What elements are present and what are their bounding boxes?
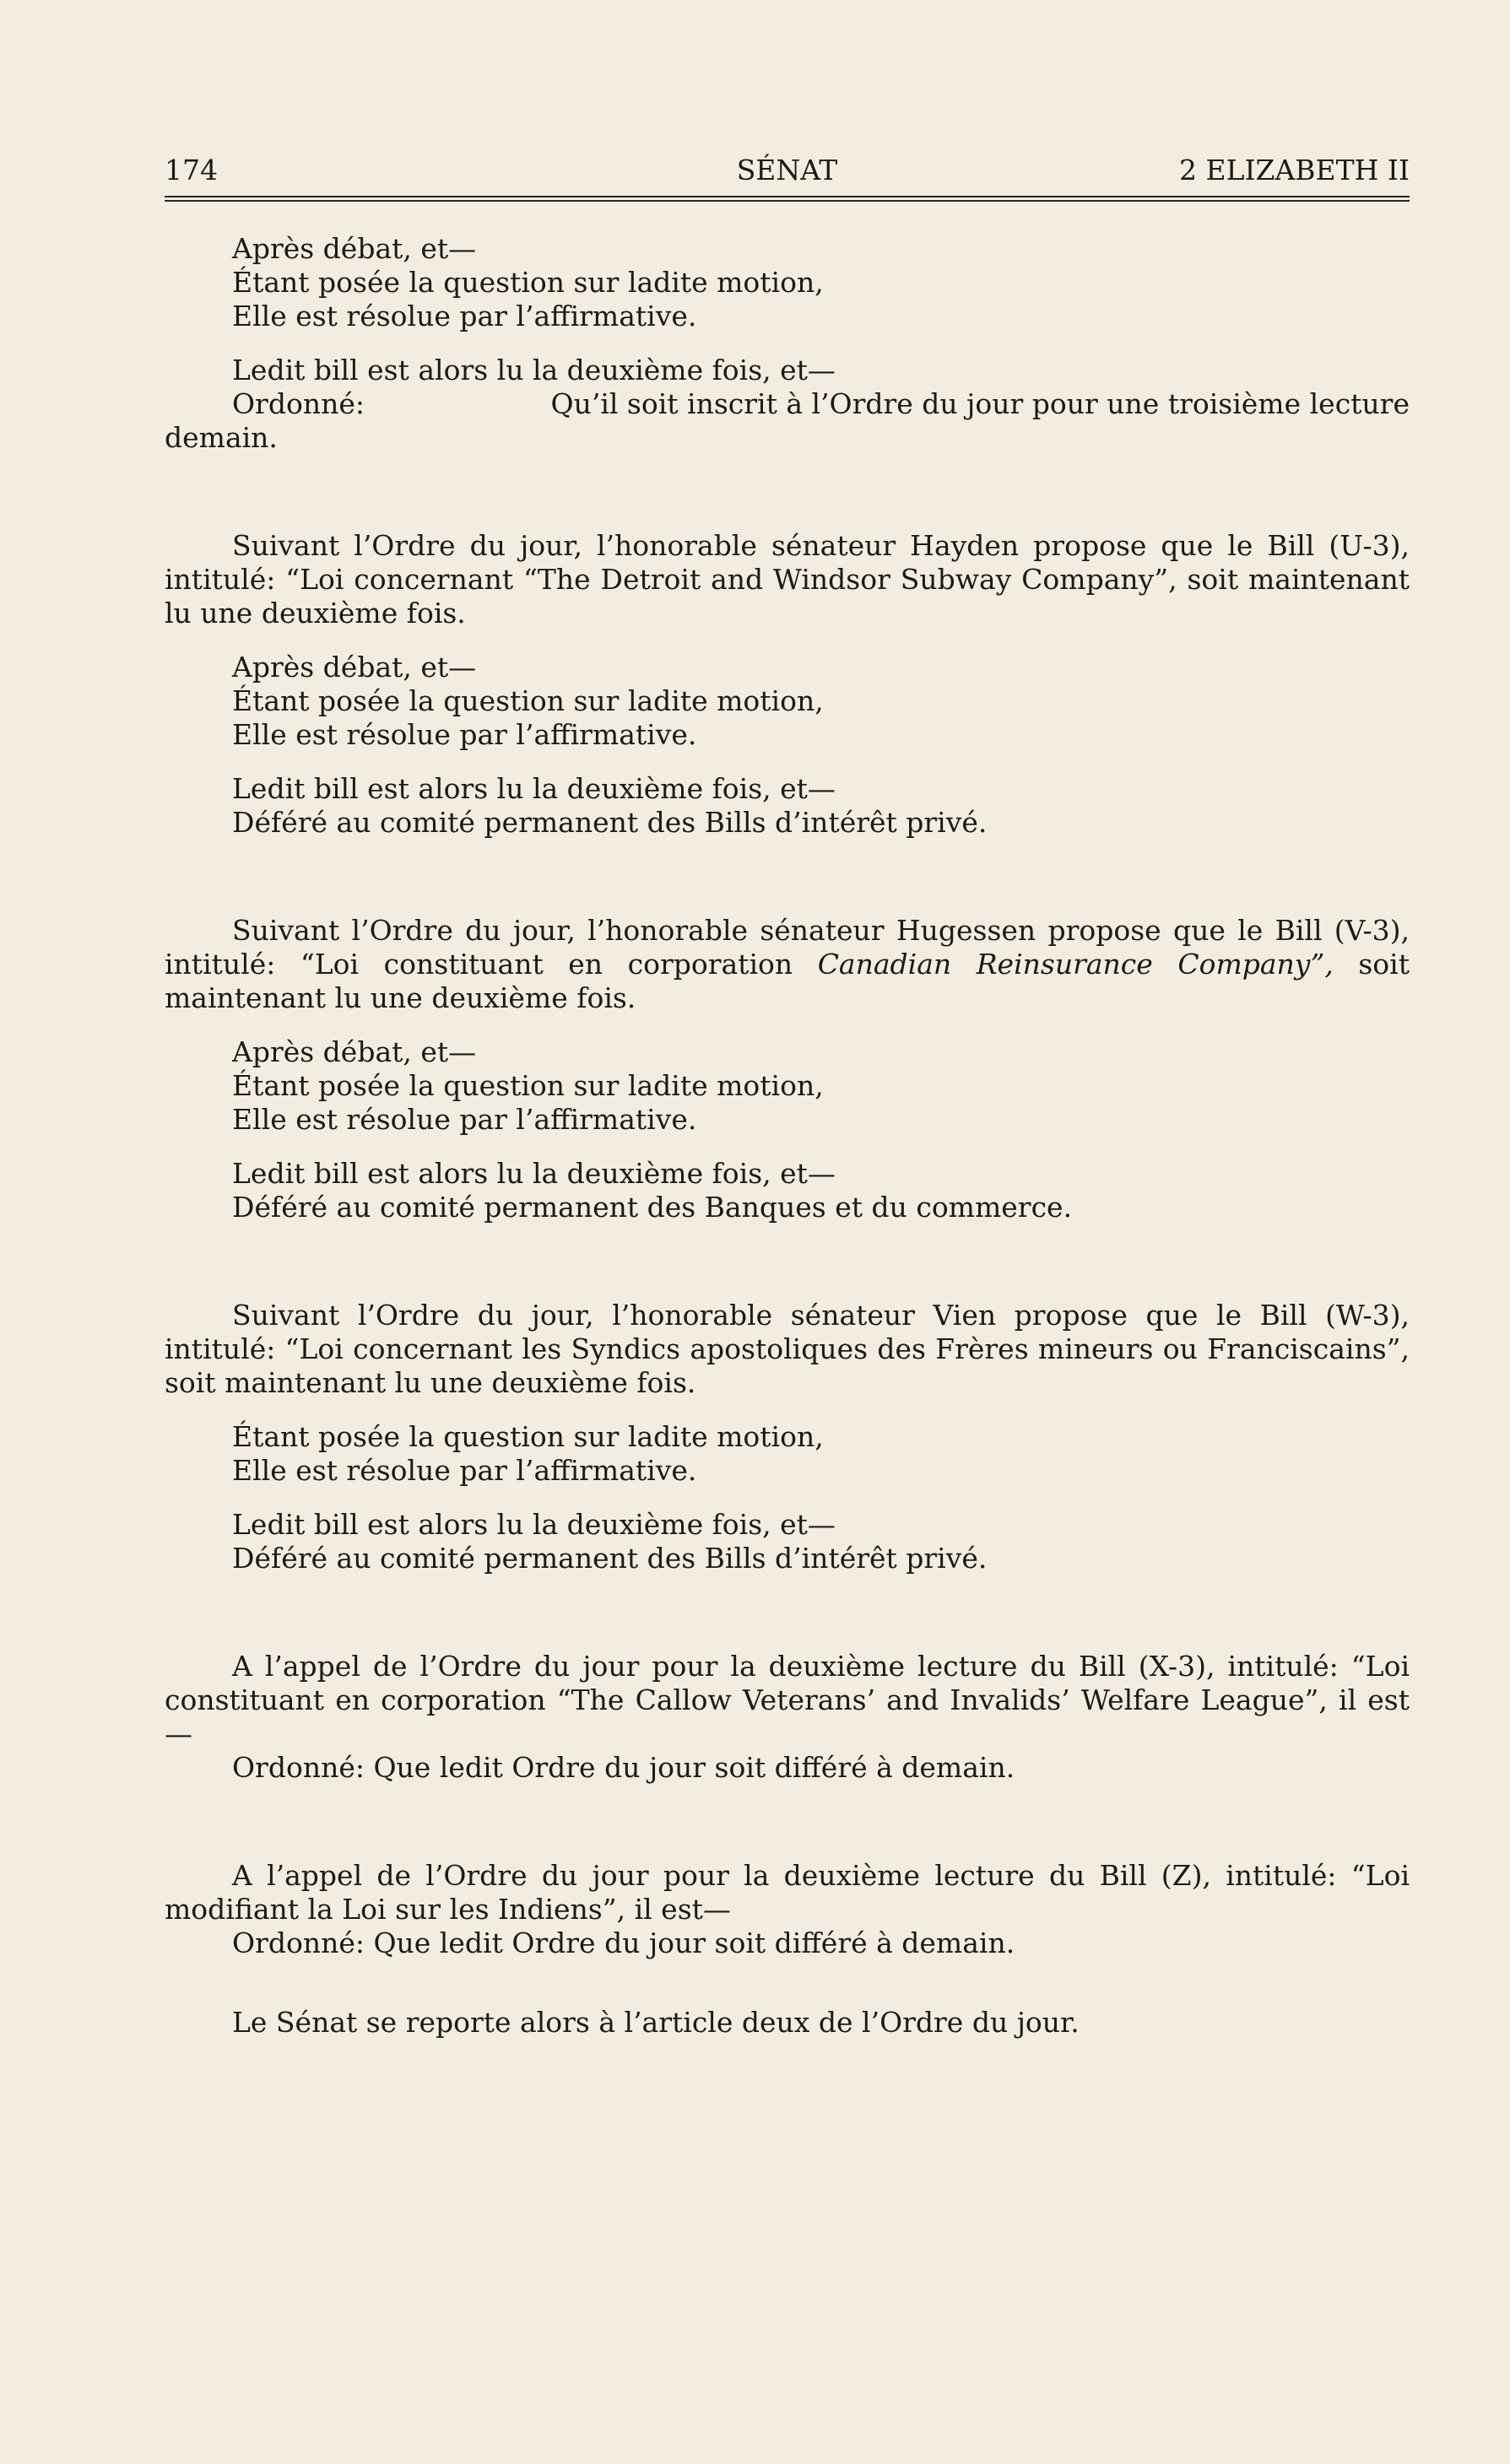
text-line: Déféré au comité permanent des Bills d’intérêt privé. xyxy=(232,806,988,839)
text-line: Ledit bill est alors lu la deuxième fois, et— xyxy=(232,1157,836,1190)
text-line: demain. xyxy=(165,421,278,454)
text-line: Ledit bill est alors lu la deuxième fois, et— xyxy=(232,1508,836,1541)
text-line: Après débat, et— xyxy=(232,232,477,265)
ordered-line xyxy=(165,1751,1410,1785)
ordered-label: Ordonné: xyxy=(232,387,365,420)
header-session: 2 ELIZABETH II xyxy=(1179,154,1410,186)
journal-body xyxy=(165,232,1410,2040)
ordered-text: Que ledit Ordre du jour soit différé à demain. xyxy=(373,1751,1015,1784)
ordered-text: Que ledit Ordre du jour soit différé à demain. xyxy=(373,1926,1015,1959)
motion-text: soit maintenant lu une deuxième fois. xyxy=(165,948,1410,1014)
ordered-label: Ordonné: xyxy=(232,1751,365,1784)
motion-paragraph: A l’appel de l’Ordre du jour pour la deuxième lecture du Bill (X-3), intitulé: “Loi constituant en corporation “The Callow Veterans’ and Invalids’ Welfare League”, il est— xyxy=(165,1650,1410,1750)
page-number: 174 xyxy=(165,154,218,186)
ordered-line xyxy=(165,387,1410,421)
motion-paragraph: Suivant l’Ordre du jour, l’honorable sénateur Vien propose que le Bill (W-3), intitulé: “Loi concernant les Syndics apostoliques des Frères mineurs ou Franciscains”, soit maintenant lu une deuxième fois. xyxy=(165,1299,1410,1399)
ordered-line xyxy=(165,1926,1410,1960)
text-line: Après débat, et— xyxy=(232,1035,477,1068)
text-line: Étant posée la question sur ladite motion, xyxy=(232,266,824,299)
motion-text: Suivant l’Ordre du jour, l’honorable sénateur Hugessen propose que le Bill (V-3), intitulé: “Loi constituant en corporation xyxy=(165,914,1410,981)
text-line: Déféré au comité permanent des Bills d’intérêt privé. xyxy=(232,1542,988,1575)
text-line: Elle est résolue par l’affirmative. xyxy=(232,718,697,751)
text-line: Ledit bill est alors lu la deuxième fois, et— xyxy=(232,772,836,805)
text-line: Après débat, et— xyxy=(232,651,477,684)
closing-paragraph: Le Sénat se reporte alors à l’article deux de l’Ordre du jour. xyxy=(232,2006,1080,2039)
proceeding-block-6 xyxy=(165,1859,1410,1960)
ordered-label: Ordonné: xyxy=(232,1926,365,1959)
proceeding-block-1 xyxy=(165,232,1410,455)
proceeding-block-3 xyxy=(165,914,1410,1224)
header-title: SÉNAT xyxy=(736,154,838,186)
running-header xyxy=(165,143,1410,194)
ordered-text: Qu’il soit inscrit à l’Ordre du jour pour une troisième lecture xyxy=(550,387,1410,420)
proceeding-block-5 xyxy=(165,1650,1410,1785)
proceeding-block-2 xyxy=(165,529,1410,840)
text-line: Étant posée la question sur ladite motion, xyxy=(232,684,824,717)
text-line: Elle est résolue par l’affirmative. xyxy=(232,300,697,332)
text-line: Déféré au comité permanent des Banques et du commerce. xyxy=(232,1191,1073,1224)
motion-paragraph xyxy=(165,914,1410,1015)
proceeding-block-4 xyxy=(165,1299,1410,1575)
company-name: Canadian Reinsurance Company”, xyxy=(817,948,1334,981)
text-line: Ledit bill est alors lu la deuxième fois, et— xyxy=(232,354,836,386)
motion-paragraph: Suivant l’Ordre du jour, l’honorable sénateur Hayden propose que le Bill (U-3), intitulé: “Loi concernant “The Detroit and Windsor Subway Company”, soit maintenant lu une deuxième fois. xyxy=(165,529,1410,630)
motion-paragraph: A l’appel de l’Ordre du jour pour la deuxième lecture du Bill (Z), intitulé: “Loi modifiant la Loi sur les Indiens”, il est— xyxy=(165,1859,1410,1926)
text-line: Elle est résolue par l’affirmative. xyxy=(232,1103,697,1136)
proceeding-block-7 xyxy=(165,2006,1410,2040)
text-line: Étant posée la question sur ladite motion, xyxy=(232,1420,824,1453)
page xyxy=(165,143,1410,2040)
header-rule xyxy=(165,196,1410,202)
text-line: Étant posée la question sur ladite motion, xyxy=(232,1069,824,1102)
text-line: Elle est résolue par l’affirmative. xyxy=(232,1454,697,1487)
